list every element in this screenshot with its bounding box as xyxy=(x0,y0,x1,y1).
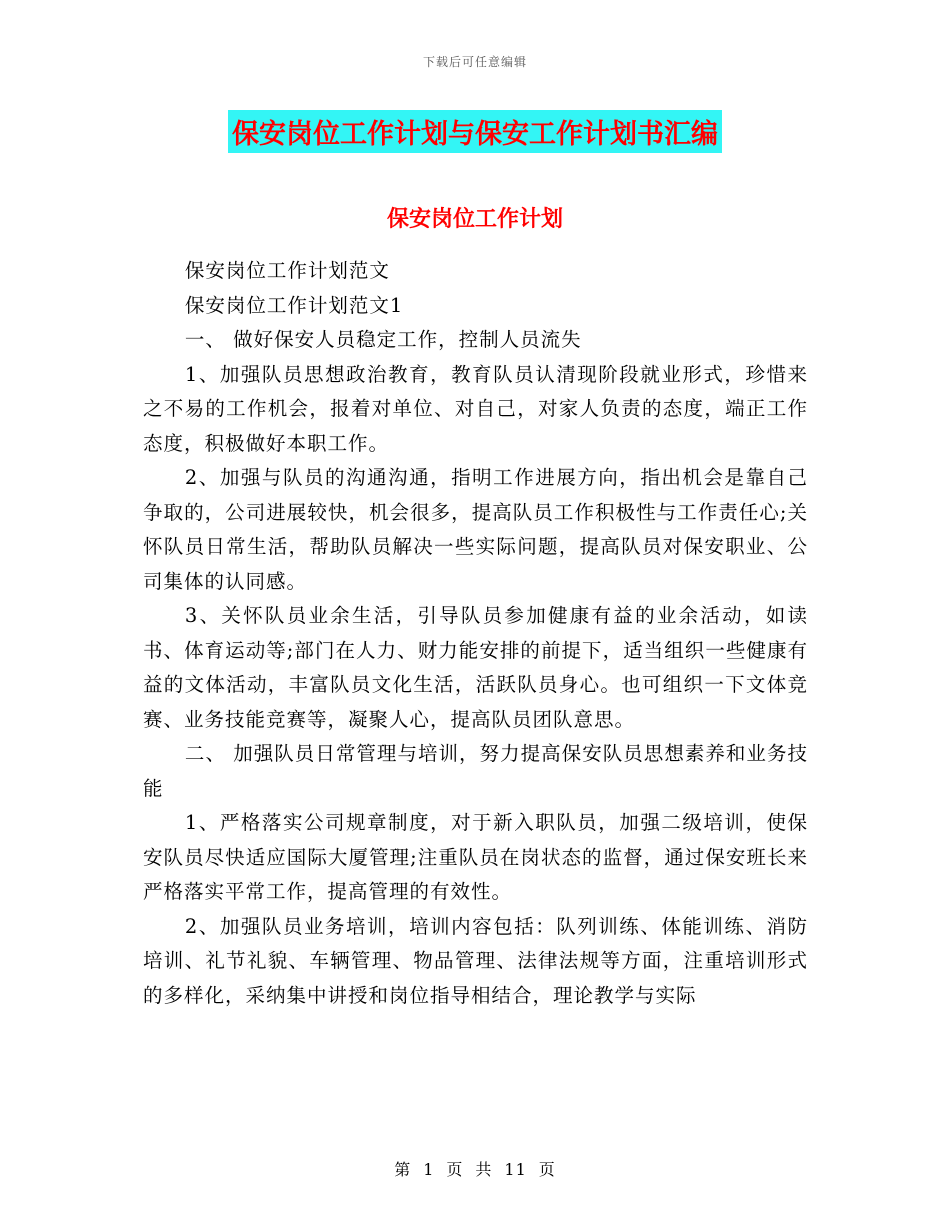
total-label: 共 xyxy=(475,1160,493,1179)
page-label-suffix: 页 xyxy=(538,1160,556,1179)
paragraph: 保安岗位工作计划范文1 xyxy=(184,293,404,317)
paragraph: 保安岗位工作计划范文 xyxy=(184,259,390,282)
page-label-mid: 页 xyxy=(446,1160,464,1179)
paragraph: 1、严格落实公司规章制度，对于新入职队员，加强二级培训，使保安队员尽快适应国际大厦管理;注重队员在岗状态的监督，通过保安班长来严格落实平常工作，提高管理的有效性。 xyxy=(143,811,808,903)
document-title xyxy=(0,110,950,153)
paragraph: 2、加强与队员的沟通沟通，指明工作进展方向，指出机会是靠自己争取的，公司进展较快，机会很多，提高队员工作积极性与工作责任心;关怀队员日常生活，帮助队员解决一些实际问题，提高队员对保安职业、公司集体的认同感。 xyxy=(143,466,808,593)
paragraph: 2、加强队员业务培训，培训内容包括：队列训练、体能训练、消防培训、礼节礼貌、车辆管理、物品管理、法律法规等方面，注重培训形式的多样化，采纳集中讲授和岗位指导相结合，理论教学与实际 xyxy=(143,914,808,1007)
paragraph: 3、关怀队员业余生活，引导队员参加健康有益的业余活动，如读书、体育运动等;部门在人力、财力能安排的前提下，适当组织一些健康有益的文体活动，丰富队员文化生活，活跃队员身心。也可组织一下文体竞赛、业务技能竞赛等，凝聚人心，提高队员团队意思。 xyxy=(143,604,808,731)
total-pages-number: 11 xyxy=(504,1160,527,1179)
page-label-prefix: 第 xyxy=(394,1160,412,1179)
section-title: 保安岗位工作计划 xyxy=(386,207,563,232)
paragraph: 1、加强队员思想政治教育，教育队员认清现阶段就业形式，珍惜来之不易的工作机会，报着对单位、对自己，对家人负责的态度，端正工作态度，积极做好本职工作。 xyxy=(143,362,808,455)
paragraph: 二、 加强队员日常管理与培训，努力提高保安队员思想素养和业务技能 xyxy=(143,742,808,800)
header-note: 下载后可任意编辑 xyxy=(422,55,527,69)
document-title-text: 保安岗位工作计划与保安工作计划书汇编 xyxy=(228,110,722,153)
document-body xyxy=(143,254,808,1013)
page-footer xyxy=(0,1157,950,1180)
current-page-number: 1 xyxy=(423,1160,435,1179)
paragraph: 一、 做好保安人员稳定工作，控制人员流失 xyxy=(184,328,582,351)
